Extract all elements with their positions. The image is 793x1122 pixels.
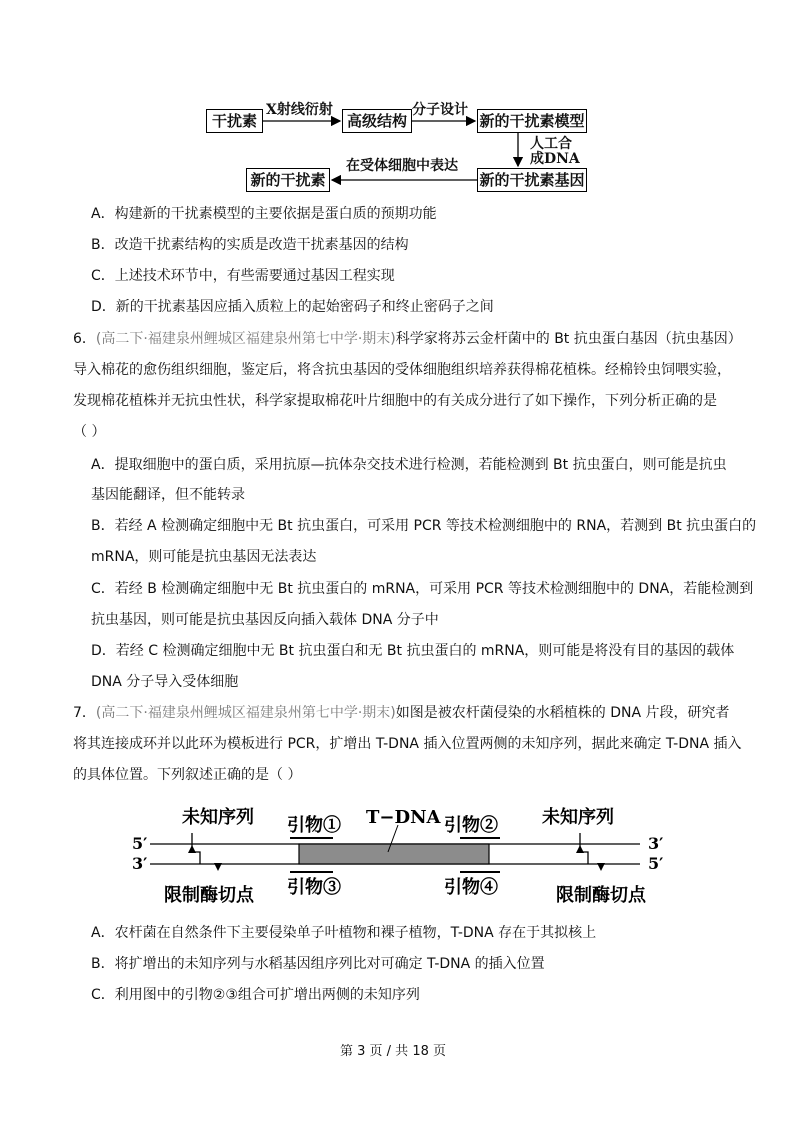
q6-stem-line3: 发现棉花植株并无抗虫性状，科学家提取棉花叶片细胞中的有关成分进行了如下操作，下列分析正确的是 (73, 393, 717, 409)
q5-option-b: B．改造干扰素结构的实质是改造干扰素基因的结构 (91, 237, 409, 253)
q7-option-b: B．将扩增出的未知序列与水稻基因组序列比对可确定 T-DNA 的插入位置 (91, 956, 545, 972)
flow-arrow3-label-2: 成DNA (530, 151, 580, 167)
q6-option-c-line1: C．若经 B 检测确定细胞中无 Bt 抗虫蛋白的 mRNA，可采用 PCR 等技术检测细胞中的 DNA，若能检测到 (91, 581, 754, 597)
right-cut-marker-bottom (597, 863, 605, 871)
q6-source: (高二下·福建泉州鲤城区福建泉州第七中学·期末) (95, 331, 396, 347)
flow-arrows (0, 0, 793, 210)
unknown-seq-left-label: 未知序列 (182, 807, 254, 828)
end3-right-label: 3′ (648, 834, 664, 853)
primer3-label: 引物③ (287, 877, 341, 898)
q6-stem-text1: 科学家将苏云金杆菌中的 Bt 抗虫蛋白基因（抗虫基因） (395, 331, 742, 347)
q7-stem-line3: 的具体位置。下列叙述正确的是（ ） (73, 767, 302, 783)
q6-stem-line1 (73, 329, 742, 349)
q7-stem-text1: 如图是被农杆菌侵染的水稻植株的 DNA 片段，研究者 (395, 705, 730, 721)
q6-option-d-line2: DNA 分子导入受体细胞 (91, 674, 239, 690)
cut-site-left-label: 限制酶切点 (164, 885, 254, 906)
tdna-region (299, 844, 489, 864)
flow-arrow2-label: 分子设计 (412, 102, 468, 118)
q7-option-a: A．农杆菌在自然条件下主要侵染单子叶植物和裸子植物，T-DNA 存在于其拟核上 (91, 925, 597, 941)
unknown-seq-right-label: 未知序列 (542, 807, 614, 828)
primer2-label: 引物② (444, 815, 498, 836)
flow-box-interferon: 干扰素 (206, 109, 263, 133)
q7-source: (高二下·福建泉州鲤城区福建泉州第七中学·期末) (95, 705, 396, 721)
tdna-label: T−DNA (366, 807, 441, 828)
q5-option-c: C．上述技术环节中，有些需要通过基因工程实现 (91, 268, 395, 284)
flow-arrow3-label-1: 人工合 (530, 136, 572, 152)
q6-option-b-line1: B．若经 A 检测确定细胞中无 Bt 抗虫蛋白，可采用 PCR 等技术检测细胞中的 RNA，若测到 Bt 抗虫蛋白的 (91, 518, 757, 534)
q6-option-b-line2: mRNA，则可能是抗虫基因无法表达 (91, 549, 317, 565)
primer4-label: 引物④ (444, 877, 498, 898)
end5-left-label: 5′ (132, 834, 148, 853)
q6-option-a-line1: A．提取细胞中的蛋白质，采用抗原—抗体杂交技术进行检测，若能检测到 Bt 抗虫蛋白，则可能是抗虫 (91, 457, 727, 473)
flow-arrow4-label: 在受体细胞中表达 (346, 158, 458, 174)
page-footer: 第 3 页 / 共 18 页 (340, 1044, 446, 1059)
q6-option-c-line2: 抗虫基因，则可能是抗虫基因反向插入载体 DNA 分子中 (91, 612, 439, 628)
q6-stem-line2: 导入棉花的愈伤组织细胞，鉴定后，将含抗虫基因的受体细胞组织培养获得棉花植株。经棉铃虫饲喂实验， (73, 362, 731, 378)
flow-box-new-gene: 新的干扰素基因 (477, 168, 587, 192)
primer1-label: 引物① (287, 815, 341, 836)
end5-right-label: 5′ (648, 854, 664, 873)
q7-number: 7． (73, 705, 96, 721)
right-cut-marker-top (576, 845, 584, 853)
q7-stem-line2: 将其连接成环并以此环为模板进行 PCR，扩增出 T-DNA 插入位置两侧的未知序列，据此来确定 T-DNA 插入 (73, 736, 742, 752)
q7-stem-line1 (73, 703, 729, 723)
q5-option-a: A．构建新的干扰素模型的主要依据是蛋白质的预期功能 (91, 206, 437, 222)
q6-option-a-line2: 基因能翻译，但不能转录 (91, 487, 245, 503)
flow-arrow1-label: X射线衍射 (266, 102, 333, 118)
dna-figure (120, 795, 680, 910)
end3-left-label: 3′ (132, 854, 148, 873)
flow-box-advanced-structure: 高级结构 (342, 109, 412, 133)
left-cut-marker-top (188, 845, 196, 853)
q6-option-d-line1: D．若经 C 检测确定细胞中无 Bt 抗虫蛋白和无 Bt 抗虫蛋白的 mRNA，则可能是将没有目的基因的载体 (91, 643, 735, 659)
flow-box-new-model: 新的干扰素模型 (477, 109, 587, 133)
flow-box-new-interferon: 新的干扰素 (246, 168, 330, 192)
q6-stem-line4: （ ） (73, 424, 106, 440)
q6-number: 6． (73, 331, 96, 347)
q7-option-c: C．利用图中的引物②③组合可扩增出两侧的未知序列 (91, 987, 420, 1003)
q5-option-d: D．新的干扰素基因应插入质粒上的起始密码子和终止密码子之间 (91, 299, 494, 315)
left-cut-marker-bottom (214, 863, 222, 871)
cut-site-right-label: 限制酶切点 (556, 885, 646, 906)
